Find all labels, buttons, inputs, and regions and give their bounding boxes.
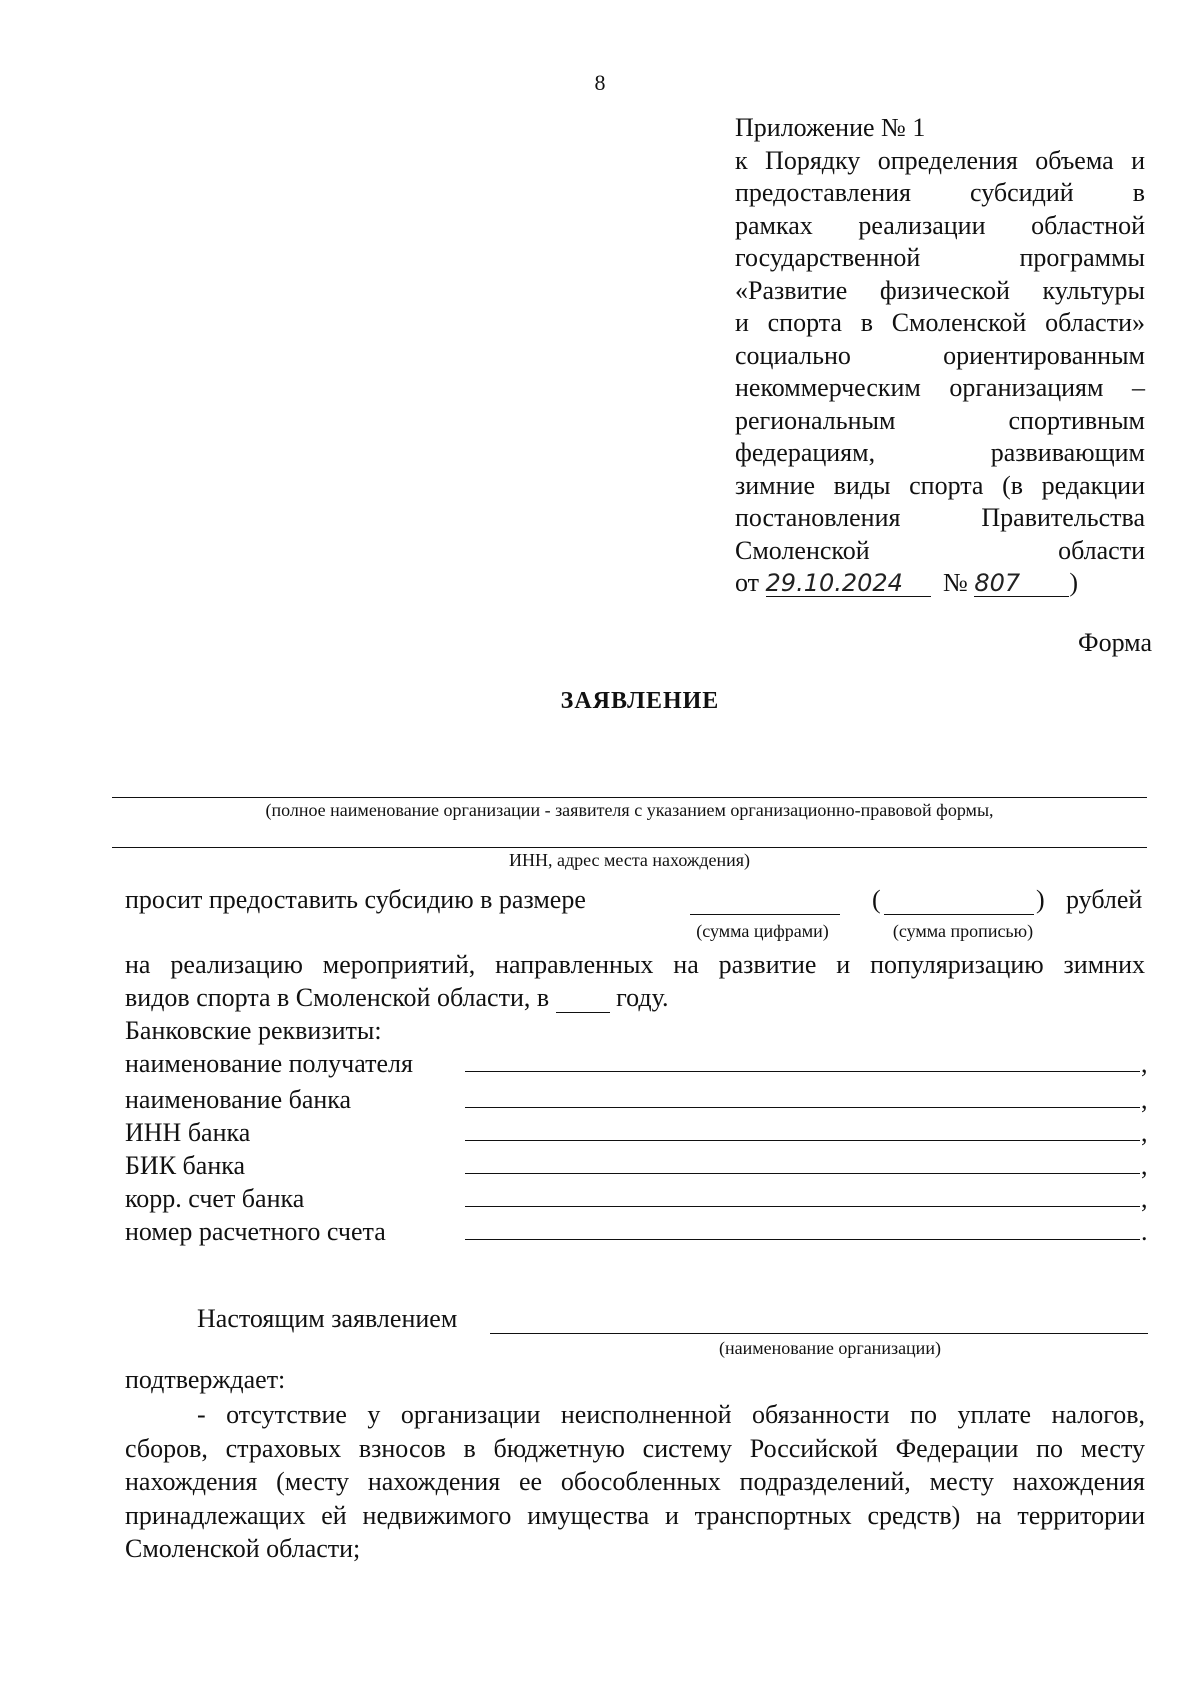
bank-row-fill-line[interactable] (465, 1140, 1140, 1141)
amount-words-line[interactable] (884, 914, 1034, 915)
close-paren: ) (1069, 568, 1079, 597)
open-paren: ( (872, 885, 881, 914)
currency-label: рублей (1066, 885, 1143, 914)
bank-row-fill-line[interactable] (465, 1107, 1140, 1108)
annex-line: рамках реализации областной (735, 210, 1145, 240)
annex-line: «Развитие физической культуры (735, 275, 1145, 305)
annex-header (735, 112, 1145, 600)
annex-line: к Порядку определения объема и (735, 145, 1145, 175)
confirm-paragraph (125, 1398, 1145, 1566)
annex-line: Смоленской области (735, 535, 1145, 565)
bank-row-label: корр. счет банка (125, 1184, 305, 1213)
confirm-line: нахождения (месту нахождения ее обособленных подразделений, месту нахождения (125, 1467, 1145, 1496)
bank-row-punct: , (1141, 1049, 1148, 1078)
annex-line: Приложение № 1 (735, 113, 926, 142)
bank-row-recipient (125, 1049, 1148, 1079)
annex-line: государственной программы (735, 243, 1145, 272)
annex-line: некоммерческим организациям – (735, 373, 1145, 402)
bank-row-corr-account (125, 1184, 1148, 1214)
handwritten-date: 29.10.2024 (766, 570, 931, 597)
caption-digits: (сумма цифрами) (696, 921, 829, 941)
confirm-line: принадлежащих ей недвижимого имущества и транспортных средств) на территории (125, 1500, 1145, 1530)
bank-row-fill-line[interactable] (465, 1239, 1140, 1240)
bank-row-label: наименование получателя (125, 1049, 413, 1078)
year-blank[interactable] (556, 988, 610, 1013)
bank-row-label: наименование банка (125, 1085, 352, 1114)
from-label: от (735, 568, 760, 597)
org-name-line-1[interactable] (112, 797, 1147, 798)
confirm-lead: Настоящим заявлением (197, 1304, 458, 1333)
document-title: ЗАЯВЛЕНИЕ (560, 688, 720, 714)
bank-row-bank-name (125, 1085, 1148, 1115)
annex-date-line (735, 567, 1145, 600)
confirm-caption: (наименование организации) (719, 1338, 941, 1358)
bank-row-fill-line[interactable] (465, 1206, 1140, 1207)
confirm-verb: подтверждает: (125, 1365, 286, 1394)
bank-row-fill-line[interactable] (465, 1173, 1140, 1174)
page-number: 8 (594, 70, 606, 95)
bank-row-inn (125, 1118, 1148, 1148)
confirm-org-line[interactable] (490, 1333, 1148, 1334)
amount-digits-line[interactable] (690, 914, 840, 915)
annex-line: федерациям, развивающим (735, 438, 1145, 467)
bank-row-bik (125, 1151, 1148, 1181)
annex-line: региональным спортивным (735, 405, 1145, 435)
bank-row-label: номер расчетного счета (125, 1217, 386, 1246)
request-paragraph (125, 950, 1145, 980)
bank-row-punct: , (1141, 1118, 1148, 1147)
close-paren: ) (1036, 885, 1045, 914)
bank-heading: Банковские реквизиты: (125, 1016, 382, 1045)
confirm-line: Смоленской области; (125, 1534, 361, 1563)
confirm-line: сборов, страховых взносов в бюджетную систему Российской Федерации по месту (125, 1433, 1145, 1463)
bank-row-punct: , (1141, 1085, 1148, 1114)
request-prefix: просит предоставить субсидию в размере (125, 885, 586, 914)
request-line-3 (125, 983, 669, 1013)
org-name-line-2[interactable] (112, 847, 1147, 848)
confirm-line: - отсутствие у организации неисполненной обязанности по уплате налогов, (197, 1400, 1145, 1429)
annex-line: постановления Правительства (735, 503, 1145, 532)
request-line-3-start: видов спорта в Смоленской области, в (125, 983, 550, 1012)
annex-line: предоставления субсидий в (735, 178, 1145, 207)
bank-row-punct: , (1141, 1151, 1148, 1180)
org-caption-2: ИНН, адрес места нахождения) (508, 850, 751, 870)
number-label: № (943, 568, 968, 597)
caption-words: (сумма прописью) (892, 921, 1034, 941)
bank-row-label: БИК банка (125, 1151, 246, 1180)
bank-row-fill-line[interactable] (465, 1071, 1140, 1072)
bank-row-settlement-account (125, 1217, 1148, 1247)
handwritten-number: 807 (974, 570, 1069, 597)
annex-line: зимние виды спорта (в редакции (735, 470, 1145, 500)
request-line-3-end: году. (616, 983, 669, 1012)
bank-row-punct: . (1141, 1217, 1148, 1246)
request-line-2: на реализацию мероприятий, направленных на развитие и популяризацию зимних (125, 950, 1145, 979)
org-caption-1: (полное наименование организации - заявителя с указанием организационно-правовой формы, (265, 800, 994, 820)
form-label: Форма (1078, 628, 1152, 657)
bank-row-punct: , (1141, 1184, 1148, 1213)
annex-line: социально ориентированным (735, 340, 1145, 370)
bank-row-label: ИНН банка (125, 1118, 251, 1147)
annex-line: и спорта в Смоленской области» (735, 308, 1145, 337)
